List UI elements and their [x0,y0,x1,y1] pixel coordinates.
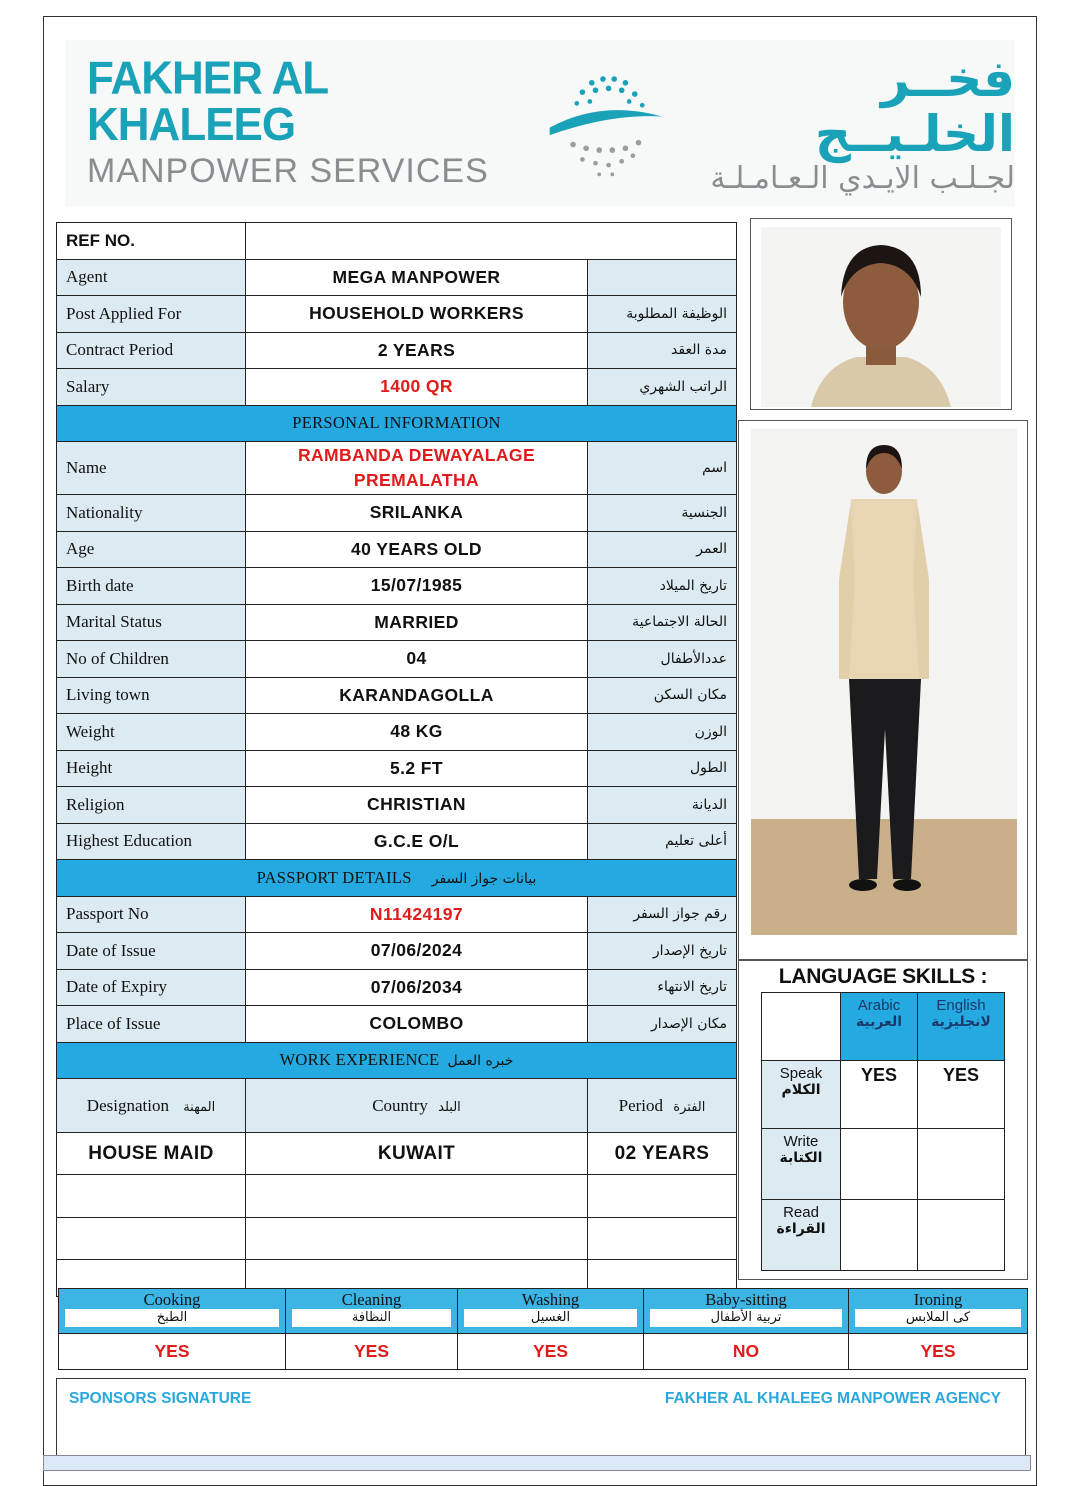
lang-arabic-value [841,1129,918,1200]
detail-row [57,332,737,369]
row-arabic-label: رقم جواز السفر [588,896,737,933]
detail-row [57,823,737,860]
sponsor-signature-label: SPONSORS SIGNATURE [69,1390,252,1407]
skill-header: Cleaning النظافة [286,1289,458,1334]
detail-row [57,369,737,406]
personal-info-header: PERSONAL INFORMATION [57,405,737,442]
row-value: MARRIED [246,604,588,641]
detail-row [57,1006,737,1043]
row-label: Place of Issue [57,1006,246,1043]
row-arabic-label: عددالأطفال [588,641,737,678]
row-label: Living town [57,677,246,714]
agency-signature-label: FAKHER AL KHALEEG MANPOWER AGENCY [664,1390,1001,1407]
row-value: G.C.E O/L [246,823,588,860]
language-skills-panel [738,960,1028,1280]
row-value: N11424197 [246,896,588,933]
skill-value: NO [644,1334,849,1370]
passport-details-header [57,860,737,897]
row-arabic-label: اسم [588,442,737,495]
row-label: Birth date [57,568,246,605]
detail-row [57,641,737,678]
row-label: Weight [57,714,246,751]
row-value: 07/06/2034 [246,969,588,1006]
work-row-empty [57,1218,737,1260]
row-label: Highest Education [57,823,246,860]
header-ar: بيانات جواز السفر [431,870,537,887]
row-value: KARANDAGOLLA [246,677,588,714]
detail-row [57,714,737,751]
ref-value [246,223,737,260]
row-value: 15/07/1985 [246,568,588,605]
logo-english-name: FAKHER AL KHALEEG [87,52,328,151]
row-value: COLOMBO [246,1006,588,1043]
work-col-period: Period الفترة [588,1079,737,1133]
ref-label: REF NO. [57,223,246,260]
detail-row [57,604,737,641]
full-body-photo-image [751,429,1017,935]
row-label: Contract Period [57,332,246,369]
row-label: Height [57,750,246,787]
row-arabic-label: تاريخ الإصدار [588,933,737,970]
row-value: 07/06/2024 [246,933,588,970]
work-country: KUWAIT [246,1133,588,1175]
row-label: Post Applied For [57,296,246,333]
name-line-1: RAMBANDA DEWAYALAGE [297,445,536,465]
language-skills-table [761,992,1005,1271]
row-label: Nationality [57,495,246,532]
work-row-empty [57,1175,737,1218]
row-label: Agent [57,259,246,296]
applicant-details-table [56,222,737,1297]
name-line-2: PREMALATHA [353,470,480,490]
logo-arabic-name: فخــر الخلـيــج [814,49,1015,163]
row-value: 5.2 FT [246,750,588,787]
detail-row [57,896,737,933]
skill-value: YES [59,1334,286,1370]
lang-row-label: Speak الكلام [762,1061,841,1129]
row-arabic-label: مدة العقد [588,332,737,369]
lang-row-label: Write الكتابة [762,1129,841,1200]
lang-col-english: English لانجليزية [918,993,1005,1061]
row-value: CHRISTIAN [246,787,588,824]
detail-row [57,677,737,714]
row-arabic-label: تاريخ الميلاد [588,568,737,605]
row-value: 04 [246,641,588,678]
household-skills-table [58,1288,1028,1370]
row-arabic-label: الديانة [588,787,737,824]
skill-value: YES [849,1334,1028,1370]
work-col-country: Country البلد [246,1079,588,1133]
work-experience-header [57,1042,737,1079]
lang-english-value: YES [918,1061,1005,1129]
row-value: 1400 QR [246,369,588,406]
row-value: MEGA MANPOWER [246,259,588,296]
lang-english-value [918,1200,1005,1271]
row-arabic-label: الطول [588,750,737,787]
row-arabic-label: تاريخ الانتهاء [588,969,737,1006]
full-body-photo [738,420,1028,960]
work-designation: HOUSE MAID [57,1133,246,1175]
row-arabic-label: الجنسية [588,495,737,532]
detail-row [57,933,737,970]
row-arabic-label: الوظيفة المطلوبة [588,296,737,333]
row-label: Salary [57,369,246,406]
work-period: 02 YEARS [588,1133,737,1175]
row-label: Religion [57,787,246,824]
row-value: 40 YEARS OLD [246,531,588,568]
detail-row [57,750,737,787]
signature-box [56,1378,1026,1458]
lang-arabic-value [841,1200,918,1271]
detail-row [57,568,737,605]
logo-globe-icon [545,58,667,188]
row-arabic-label: العمر [588,531,737,568]
row-arabic-label: الوزن [588,714,737,751]
lang-arabic-value: YES [841,1061,918,1129]
row-value: HOUSEHOLD WORKERS [246,296,588,333]
row-label: Name [57,442,246,495]
skill-header: Washing الغسيل [458,1289,644,1334]
row-arabic-label: الراتب الشهري [588,369,737,406]
lang-col-arabic: Arabic العربية [841,993,918,1061]
portrait-photo-image [761,227,1001,407]
ref-row [57,223,737,260]
detail-row [57,969,737,1006]
skill-header: Baby-sitting تربية الأطفال [644,1289,849,1334]
row-label: No of Children [57,641,246,678]
header-en: PASSPORT DETAILS [256,867,412,887]
language-skills-title: LANGUAGE SKILLS : [778,965,988,988]
row-label: Passport No [57,896,246,933]
passport-photo [750,218,1012,410]
header-ar: خبره العمل [447,1053,514,1070]
work-row [57,1133,737,1175]
row-value: 2 YEARS [246,332,588,369]
row-arabic-label: أعلى تعليم [588,823,737,860]
name-value [246,442,588,495]
work-columns-row [57,1079,737,1133]
skill-value: YES [458,1334,644,1370]
lang-english-value [918,1129,1005,1200]
skill-header: Cooking الطبخ [59,1289,286,1334]
header-en: WORK EXPERIENCE [279,1050,440,1070]
detail-row [57,296,737,333]
row-value: SRILANKA [246,495,588,532]
skill-value: YES [286,1334,458,1370]
detail-row [57,495,737,532]
skill-header: Ironing کی الملابس [849,1289,1028,1334]
name-row [57,442,737,495]
logo-english-subtitle: MANPOWER SERVICES [87,152,489,190]
lang-row-label: Read القراءة [762,1200,841,1271]
detail-row [57,787,737,824]
row-value: 48 KG [246,714,588,751]
empty-corner [762,993,841,1061]
footer-contact-strip [43,1455,1031,1471]
row-arabic-label: مكان السكن [588,677,737,714]
detail-row [57,531,737,568]
row-arabic-label: مكان الإصدار [588,1006,737,1043]
row-arabic-label: الحالة الاجتماعية [588,604,737,641]
logo-arabic-subtitle: لجـلـب الايـدي الـعـامـلـة [710,160,1015,196]
detail-row [57,259,737,296]
row-label: Date of Issue [57,933,246,970]
company-logo [65,40,1015,206]
work-col-designation: Designation المهنة [57,1079,246,1133]
row-label: Date of Expiry [57,969,246,1006]
row-label: Age [57,531,246,568]
row-label: Marital Status [57,604,246,641]
row-arabic-label [588,259,737,296]
